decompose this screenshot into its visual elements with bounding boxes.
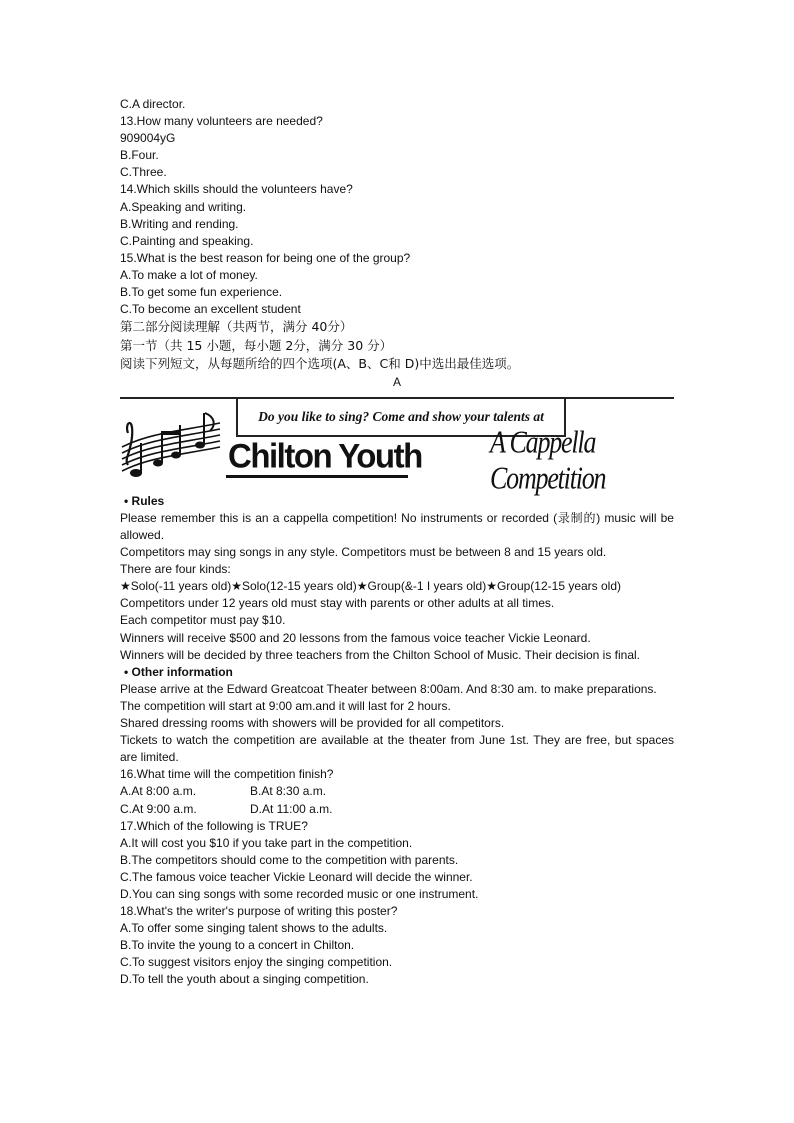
option-line: A.To make a lot of money. bbox=[120, 267, 258, 282]
rule-line: Competitors under 12 years old must stay with parents or other adults at all times. bbox=[120, 596, 555, 611]
other-info-section bbox=[120, 664, 674, 767]
poster-tagline: Do you like to sing? Come and show your talents at bbox=[258, 408, 544, 424]
option-a: A.It will cost you $10 if you take part in the competition. bbox=[120, 835, 413, 850]
question-stem: 17.Which of the following is TRUE? bbox=[120, 818, 308, 833]
info-line: Tickets to watch the competition are available at the theater from June 1st. They are free, but spaces are limited. bbox=[120, 733, 674, 765]
option-line: C.Three. bbox=[120, 165, 167, 180]
rules-heading: • Rules bbox=[124, 493, 165, 508]
option-c: C.At 9:00 a.m. bbox=[120, 801, 197, 816]
poster-subtitle: A Cappella Competition bbox=[490, 424, 606, 496]
prior-questions bbox=[120, 96, 674, 318]
text-line: C.A director. bbox=[120, 97, 186, 111]
passage-label: A bbox=[392, 374, 401, 389]
info-line: Shared dressing rooms with showers will be provided for all competitors. bbox=[120, 716, 505, 731]
option-c: C.The famous voice teacher Vickie Leonard will decide the winner. bbox=[120, 869, 473, 884]
question-18 bbox=[120, 903, 674, 988]
rules-section bbox=[120, 493, 674, 664]
question-16 bbox=[120, 766, 674, 817]
section-heading: 第一节（共 15 小题，每小题 2分，满分 30 分） bbox=[120, 337, 393, 353]
option-c: C.To suggest visitors enjoy the singing competition. bbox=[120, 955, 393, 970]
option-b: B.At 8:30 a.m. bbox=[250, 784, 327, 799]
document-page bbox=[120, 96, 674, 989]
question-13: 13.How many volunteers are needed? bbox=[120, 114, 323, 129]
question-stem: 16.What time will the competition finish? bbox=[120, 767, 334, 782]
rule-line: Competitors may sing songs in any style. Competitors must be between 8 and 15 years old. bbox=[120, 545, 607, 560]
title-underline bbox=[226, 475, 408, 478]
option-a: A.At 8:00 a.m. bbox=[120, 784, 197, 799]
option-line: B.Four. bbox=[120, 148, 159, 163]
question-15: 15.What is the best reason for being one of the group? bbox=[120, 250, 411, 265]
info-line: The competition will start at 9:00 am.and it will last for 2 hours. bbox=[120, 698, 451, 713]
instruction-text: 阅读下列短文，从每题所给的四个选项(A、B、C和 D)中选出最佳选项。 bbox=[120, 356, 520, 372]
rule-line: Each competitor must pay $10. bbox=[120, 613, 286, 628]
rule-line: Winners will receive $500 and 20 lessons from the famous voice teacher Vickie Leonard. bbox=[120, 630, 591, 645]
music-notes-icon bbox=[120, 403, 224, 483]
rule-line: Winners will be decided by three teachers from the Chilton School of Music. Their decision is final. bbox=[120, 647, 641, 662]
section-header bbox=[120, 318, 674, 391]
option-line: A.Speaking and writing. bbox=[120, 199, 247, 214]
option-line: B.To get some fun experience. bbox=[120, 285, 283, 300]
info-line: Please arrive at the Edward Greatcoat Theater between 8:00am. And 8:30 am. to make preparations. bbox=[120, 681, 657, 696]
other-info-heading: • Other information bbox=[124, 664, 233, 679]
text-line: 909004yG bbox=[120, 131, 176, 146]
option-d: D.At 11:00 a.m. bbox=[250, 801, 333, 816]
option-a: A.To offer some singing talent shows to the adults. bbox=[120, 921, 388, 936]
option-d: D.You can sing songs with some recorded music or one instrument. bbox=[120, 886, 479, 901]
option-b: B.The competitors should come to the competition with parents. bbox=[120, 852, 459, 867]
option-line: B.Writing and rending. bbox=[120, 216, 239, 231]
option-row bbox=[120, 783, 674, 800]
option-d: D.To tell the youth about a singing competition. bbox=[120, 972, 369, 987]
option-line: C.To become an excellent student bbox=[120, 302, 301, 317]
option-line: C.Painting and speaking. bbox=[120, 233, 254, 248]
part-heading: 第二部分阅读理解（共两节，满分 40分） bbox=[120, 319, 353, 335]
question-stem: 18.What's the writer's purpose of writing this poster? bbox=[120, 904, 398, 919]
rule-categories: ★Solo(-11 years old)★Solo(12-15 years old)★Group(&-1 I years old)★Group(12-15 years old) bbox=[120, 579, 622, 594]
rule-line: Please remember this is an a cappella competition! No instruments or recorded (录制的) music will be allowed. bbox=[120, 510, 674, 542]
question-17 bbox=[120, 818, 674, 903]
poster-title: Chilton Youth bbox=[228, 435, 422, 475]
option-b: B.To invite the young to a concert in Chilton. bbox=[120, 938, 355, 953]
question-14: 14.Which skills should the volunteers have? bbox=[120, 182, 353, 197]
option-row bbox=[120, 801, 674, 818]
poster-banner bbox=[120, 395, 674, 496]
rule-line: There are four kinds: bbox=[120, 562, 231, 577]
